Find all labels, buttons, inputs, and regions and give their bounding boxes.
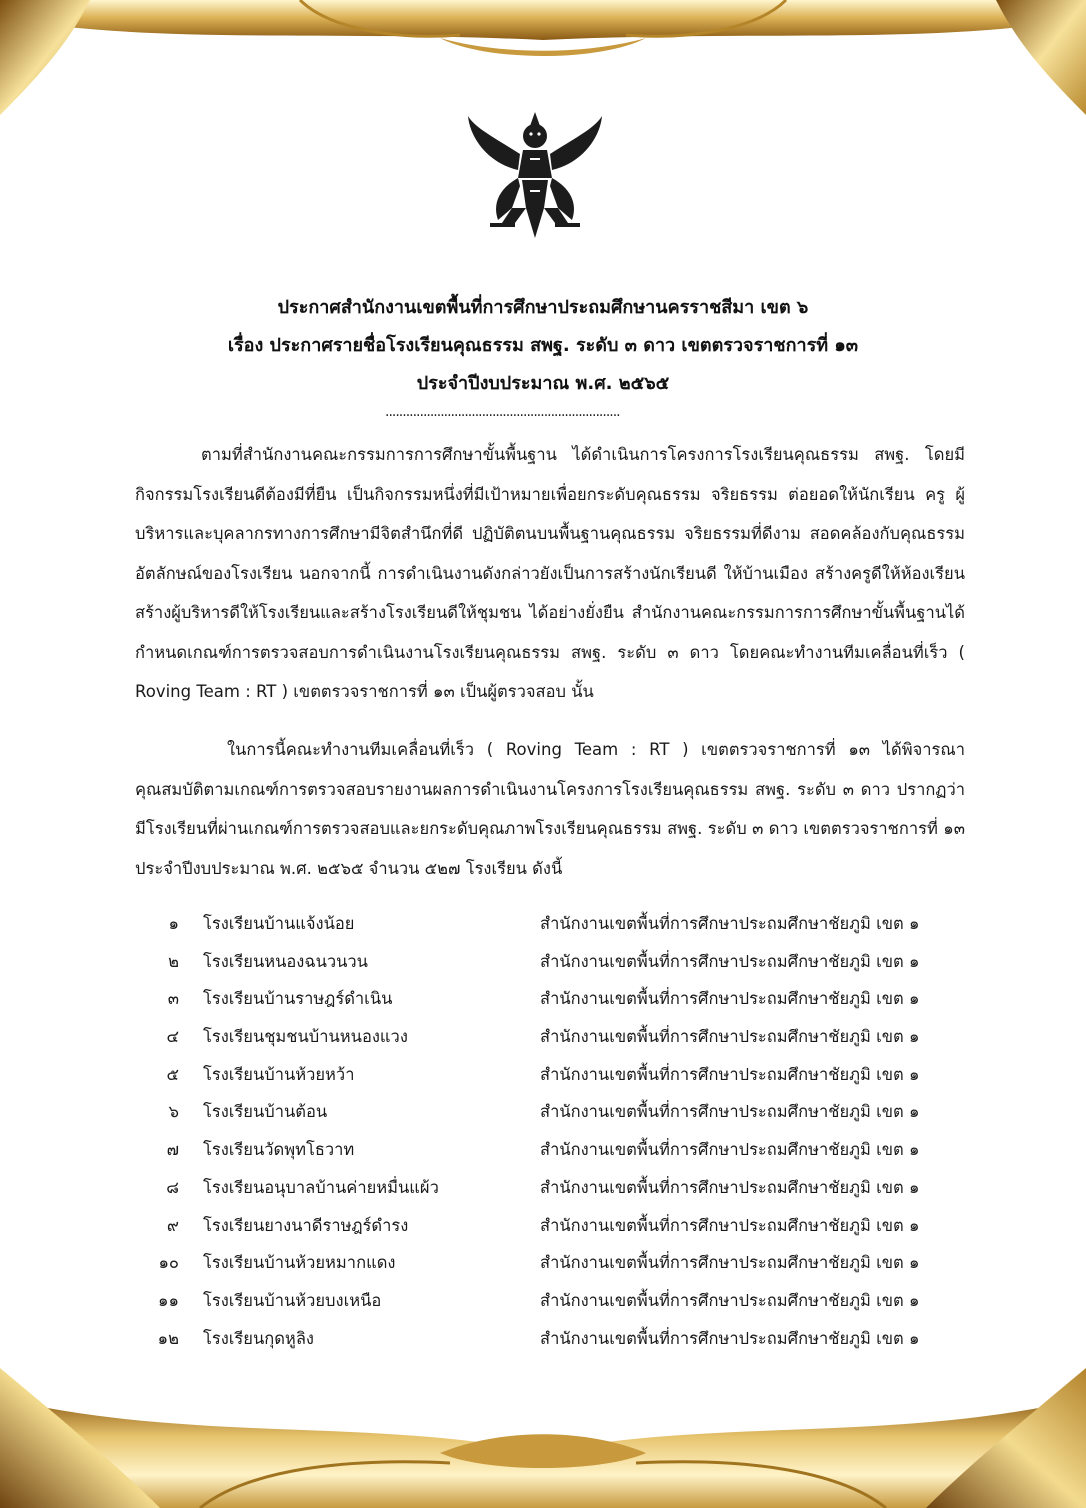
school-list-item <box>135 1320 965 1358</box>
school-area-office: สำนักงานเขตพื้นที่การศึกษาประถมศึกษาชัยภูมิ เขต ๑ <box>540 1253 920 1273</box>
school-list-item <box>135 1018 965 1056</box>
school-name: โรงเรียนชุมชนบ้านหนองแวง <box>203 1027 408 1047</box>
bottom-gold-border <box>0 1358 1086 1508</box>
school-name: โรงเรียนหนองฉนวนวน <box>203 951 368 971</box>
school-number: ๑ <box>168 914 179 933</box>
school-name: โรงเรียนบ้านต้อน <box>203 1102 328 1122</box>
school-list-item <box>135 1093 965 1131</box>
school-number: ๙ <box>166 1215 179 1235</box>
dotted-divider: .................................................................... <box>385 404 620 420</box>
school-area-office: สำนักงานเขตพื้นที่การศึกษาประถมศึกษาชัยภูมิ เขต ๑ <box>540 914 920 933</box>
school-list-item <box>135 943 965 981</box>
school-name: โรงเรียนบ้านห้วยหมากแดง <box>203 1253 396 1273</box>
school-list-item <box>135 1244 965 1282</box>
school-area-office: สำนักงานเขตพื้นที่การศึกษาประถมศึกษาชัยภูมิ เขต ๑ <box>540 1328 920 1348</box>
school-name: โรงเรียนบ้านห้วยบงเหนือ <box>203 1290 382 1310</box>
school-number: ๔ <box>166 1027 179 1047</box>
school-name: โรงเรียนบ้านราษฎร์ดำเนิน <box>203 989 393 1009</box>
body-paragraph-2: ในการนี้คณะทำงานทีมเคลื่อนที่เร็ว ( Roving Team : RT ) เขตตรวจราชการที่ ๑๓ ได้พิจารณา คุณสมบัติตามเกณฑ์การตรวจสอบรายงานผลการดำเนินงานโครงการโรงเรียนคุณธรรม สพฐ. ระดับ ๓ ดาว ปรากฏว่ามีโรงเรียนที่ผ่านเกณฑ์การตรวจสอบและยกระดับคุณภาพโรงเรียนคุณธรรม สพฐ. ระดับ ๓ ดาว เขตตรวจราชการที่ ๑๓ ประจำปีงบประมาณ พ.ศ. ๒๕๖๕ จำนวน ๕๒๗ โรงเรียน ดังนี้ <box>135 740 965 878</box>
garuda-emblem-icon <box>460 108 610 243</box>
school-list-item <box>135 905 965 943</box>
school-name: โรงเรียนวัดพุทโธวาท <box>203 1140 355 1160</box>
school-area-office: สำนักงานเขตพื้นที่การศึกษาประถมศึกษาชัยภูมิ เขต ๑ <box>540 1215 920 1235</box>
body-paragraph-1: ตามที่สำนักงานคณะกรรมการการศึกษาขั้นพื้นฐาน ได้ดำเนินการโครงการโรงเรียนคุณธรรม สพฐ. โดยมีกิจกรรมโรงเรียนดีต้องมีที่ยืน เป็นกิจกรรมหนึ่งที่มีเป้าหมายเพื่อยกระดับคุณธรรม จริยธรรม ต่อยอดให้นักเรียน ครู ผู้บริหารและบุคลากรทางการศึกษามีจิตสำนึกที่ดี ปฏิบัติตนบนพื้นฐานคุณธรรม จริยธรรมที่ดีงาม สอดคล้องกับคุณธรรมอัตลักษณ์ของโรงเรียน นอกจากนี้ การดำเนินงานดังกล่าวยังเป็นการสร้างนักเรียนดี ให้บ้านเมือง สร้างครูดีให้ห้องเรียน สร้างผู้บริหารดีให้โรงเรียนและสร้างโรงเรียนดีให้ชุมชน ได้อย่างยั่งยืน สำนักงานคณะกรรมการการศึกษาขั้นพื้นฐานได้กำหนดเกณฑ์การตรวจสอบการดำเนินงานโรงเรียนคุณธรรม สพฐ. ระดับ ๓ ดาว โดยคณะทำงานทีมเคลื่อนที่เร็ว ( Roving Team : RT ) เขตตรวจราชการที่ ๑๓ เป็นผู้ตรวจสอบ นั้น <box>135 445 965 701</box>
top-gold-border <box>0 0 1086 120</box>
school-list-item <box>135 1056 965 1094</box>
school-list-item <box>135 1282 965 1320</box>
school-number: ๘ <box>166 1177 179 1197</box>
announcement-title-line2: เรื่อง ประกาศรายชื่อโรงเรียนคุณธรรม สพฐ. ระดับ ๓ ดาว เขตตรวจราชการที่ ๑๓ <box>227 335 859 356</box>
school-number: ๓ <box>167 989 179 1009</box>
school-area-office: สำนักงานเขตพื้นที่การศึกษาประถมศึกษาชัยภูมิ เขต ๑ <box>540 1064 920 1084</box>
school-area-office: สำนักงานเขตพื้นที่การศึกษาประถมศึกษาชัยภูมิ เขต ๑ <box>540 1177 920 1197</box>
school-name: โรงเรียนอนุบาลบ้านค่ายหมื่นแผ้ว <box>203 1177 439 1197</box>
school-area-office: สำนักงานเขตพื้นที่การศึกษาประถมศึกษาชัยภูมิ เขต ๑ <box>540 1290 920 1310</box>
school-area-office: สำนักงานเขตพื้นที่การศึกษาประถมศึกษาชัยภูมิ เขต ๑ <box>540 1027 920 1047</box>
school-area-office: สำนักงานเขตพื้นที่การศึกษาประถมศึกษาชัยภูมิ เขต ๑ <box>540 1102 920 1122</box>
school-list <box>135 905 965 1357</box>
announcement-title-line3: ประจำปีงบประมาณ พ.ศ. ๒๕๖๕ <box>416 373 670 394</box>
school-list-item <box>135 980 965 1018</box>
school-name: โรงเรียนบ้านแจ้งน้อย <box>203 914 355 933</box>
announcement-title-line1: ประกาศสำนักงานเขตพื้นที่การศึกษาประถมศึกษานครราชสีมา เขต ๖ <box>277 297 809 318</box>
school-name: โรงเรียนบ้านห้วยหว้า <box>203 1064 355 1084</box>
school-name: โรงเรียนกุดหูลิง <box>203 1328 314 1348</box>
school-list-item <box>135 1207 965 1245</box>
school-number: ๕ <box>166 1064 179 1084</box>
school-area-office: สำนักงานเขตพื้นที่การศึกษาประถมศึกษาชัยภูมิ เขต ๑ <box>540 1140 920 1160</box>
school-area-office: สำนักงานเขตพื้นที่การศึกษาประถมศึกษาชัยภูมิ เขต ๑ <box>540 989 920 1009</box>
school-number: ๑๐ <box>158 1253 179 1273</box>
school-name: โรงเรียนยางนาดีราษฎร์ดำรง <box>203 1215 409 1235</box>
school-number: ๑๒ <box>157 1328 179 1348</box>
school-area-office: สำนักงานเขตพื้นที่การศึกษาประถมศึกษาชัยภูมิ เขต ๑ <box>540 951 920 971</box>
school-number: ๒ <box>168 951 179 971</box>
school-number: ๗ <box>166 1140 179 1160</box>
school-list-item <box>135 1169 965 1207</box>
school-number: ๑๑ <box>158 1290 179 1310</box>
school-number: ๖ <box>168 1102 179 1122</box>
school-list-item <box>135 1131 965 1169</box>
